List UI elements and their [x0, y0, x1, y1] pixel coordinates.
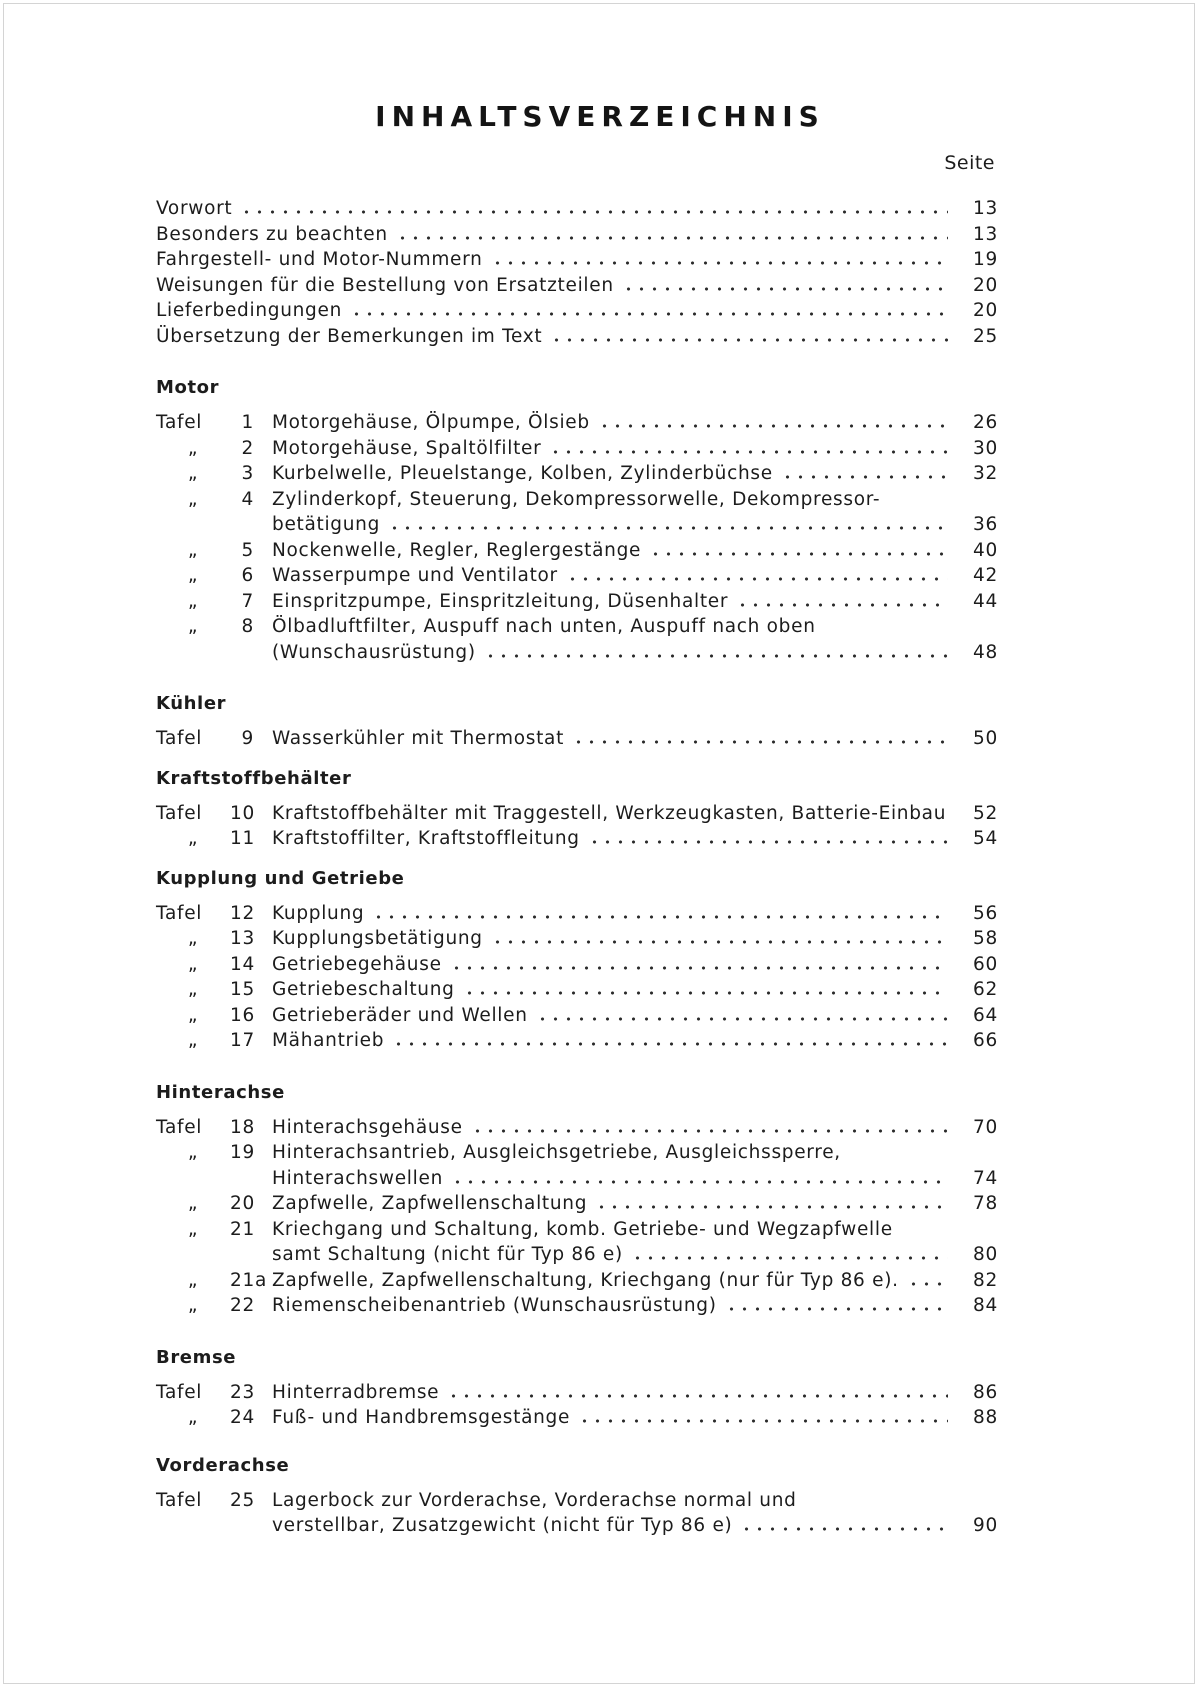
toc-entry-page: 30	[973, 437, 998, 459]
dot-leader	[447, 1394, 948, 1398]
tafel-label: „	[187, 463, 199, 484]
toc-entry-leader	[272, 1268, 958, 1294]
toc-entry	[156, 563, 998, 589]
toc-entry-text: Nockenwelle, Regler, Reglergestänge	[272, 539, 642, 561]
toc-entry-leader	[156, 298, 958, 324]
toc-entry-text: Getriebegehäuse	[272, 953, 442, 975]
toc-entry-page: 32	[973, 463, 998, 484]
toc-entry-text: Übersetzung der Bemerkungen im Text	[156, 325, 543, 347]
tafel-label: „	[187, 953, 199, 975]
toc-entry-page: 74	[973, 1167, 998, 1189]
tafel-number: 24	[230, 1407, 255, 1428]
tafel-number: 17	[230, 1030, 255, 1051]
dot-leader	[392, 1042, 948, 1046]
tafel-label: „	[187, 1295, 199, 1316]
toc-entry-leader	[272, 1242, 958, 1268]
toc-entry-leader	[272, 1003, 958, 1029]
dot-leader	[471, 1129, 948, 1133]
toc-entry-leader	[272, 1115, 958, 1141]
section-spacer	[156, 1319, 998, 1345]
toc-entry-leader	[156, 222, 958, 248]
toc-entry-continuation	[156, 1513, 998, 1539]
toc-entry-page: 84	[973, 1295, 998, 1316]
tafel-number: 7	[241, 590, 254, 612]
toc-entry-page: 26	[973, 412, 998, 433]
tafel-number: 19	[230, 1142, 255, 1163]
toc-entry-text: verstellbar, Zusatzgewicht (nicht für Typ 86 e)	[272, 1515, 733, 1536]
tafel-number: 15	[230, 979, 255, 1000]
toc-entry-text: (Wunschausrüstung)	[272, 641, 476, 663]
toc-entry-page: 13	[973, 198, 998, 219]
toc-entry-text: Einspritzpumpe, Einspritzleitung, Düsenhalter	[272, 590, 729, 612]
toc-entry-text: Vorwort	[156, 198, 233, 219]
toc-entry	[156, 826, 998, 852]
toc-entry-leader	[272, 1405, 958, 1431]
toc-entry-leader	[272, 901, 958, 927]
toc-entry	[156, 1003, 998, 1029]
toc-entry	[156, 801, 998, 827]
tafel-label: „	[187, 1030, 199, 1051]
toc-entry	[156, 1140, 998, 1166]
tafel-label: „	[187, 1269, 199, 1291]
toc-entry	[156, 487, 998, 513]
tafel-label: „	[187, 565, 199, 586]
toc-entry	[156, 538, 998, 564]
tafel-number: 11	[230, 828, 255, 849]
toc-entry-text: Mähantrieb	[272, 1030, 385, 1051]
section-heading-vorderachse: Vorderachse	[156, 1454, 290, 1476]
tafel-number: 5	[241, 539, 254, 561]
toc-entry-leader	[272, 461, 958, 487]
toc-entry	[156, 247, 998, 273]
toc-entry-text: Lieferbedingungen	[156, 300, 343, 321]
tafel-label: Tafel	[156, 412, 203, 433]
dot-leader	[491, 940, 948, 944]
tafel-number: 6	[241, 565, 254, 586]
dot-leader	[725, 1307, 948, 1311]
section-spacer	[156, 1105, 998, 1115]
toc-entry	[156, 196, 998, 222]
toc-entry-text: Zapfwelle, Zapfwellenschaltung, Kriechgang (nur für Typ 86 e).	[272, 1269, 899, 1291]
toc-entry-page: 13	[973, 223, 998, 245]
dot-leader	[451, 1180, 948, 1184]
dot-leader	[396, 236, 948, 240]
toc-entry-page: 88	[973, 1407, 998, 1428]
toc-entry-page: 44	[973, 590, 998, 612]
toc-entry	[156, 1405, 998, 1431]
toc-entry	[156, 1191, 998, 1217]
section-heading-motor: Motor	[156, 377, 220, 398]
section-spacer	[156, 349, 998, 375]
tafel-number: 4	[241, 488, 254, 510]
toc-entry-text: samt Schaltung (nicht für Typ 86 e)	[272, 1244, 623, 1265]
toc-entry	[156, 298, 998, 324]
dot-leader	[549, 450, 948, 454]
tafel-label: „	[187, 437, 199, 459]
toc-entry-text: Weisungen für die Bestellung von Ersatzteilen	[156, 274, 614, 296]
toc-entry	[156, 589, 998, 615]
dot-leader	[588, 840, 948, 844]
tafel-number: 20	[230, 1193, 255, 1214]
toc-entry-text: Kurbelwelle, Pleuelstange, Kolben, Zylinderbüchse	[272, 463, 773, 484]
tafel-label: „	[187, 616, 199, 637]
tafel-number: 2	[241, 437, 254, 459]
toc-entry-leader	[272, 977, 958, 1003]
toc-entry-leader	[272, 410, 958, 436]
toc-entry-continuation	[156, 640, 998, 666]
dot-leader	[491, 261, 948, 265]
toc-entry-page: 58	[973, 928, 998, 949]
tafel-label: Tafel	[156, 902, 203, 924]
dot-leader	[740, 1527, 948, 1531]
toc-entry-leader	[272, 538, 958, 564]
dot-leader	[781, 475, 948, 479]
toc-entry-text: Kraftstoffbehälter mit Traggestell, Werkzeugkasten, Batterie-Einbau	[272, 802, 947, 824]
tafel-label: „	[187, 539, 199, 561]
toc-entry-leader	[272, 1191, 958, 1217]
dot-leader	[388, 526, 948, 530]
toc-entry	[156, 926, 998, 952]
toc-entry-page: 36	[973, 514, 998, 535]
toc-entry	[156, 1293, 998, 1319]
toc-entry	[156, 726, 998, 752]
toc-entry-leader	[272, 1028, 958, 1054]
toc-entry	[156, 952, 998, 978]
tafel-label: „	[187, 1004, 199, 1026]
tafel-label: „	[187, 1193, 199, 1214]
toc-entry-continuation	[156, 1242, 998, 1268]
dot-leader	[622, 287, 948, 291]
tafel-label: „	[187, 1407, 199, 1428]
toc-entry-text: Zapfwelle, Zapfwellenschaltung	[272, 1193, 588, 1214]
section-spacer	[156, 791, 998, 801]
dot-leader	[350, 312, 948, 316]
dot-leader	[907, 1282, 948, 1286]
section-spacer	[156, 665, 998, 691]
section-heading-bremse: Bremse	[156, 1346, 237, 1368]
toc-entry	[156, 273, 998, 299]
toc-entry-text: Wasserkühler mit Thermostat	[272, 728, 565, 749]
toc-entry-text: Getrieberäder und Wellen	[272, 1004, 528, 1026]
toc-entry-leader	[272, 952, 958, 978]
toc-entry-text: Zylinderkopf, Steuerung, Dekompressorwelle, Dekompressor-	[272, 488, 881, 510]
toc-entry-page: 60	[973, 953, 998, 975]
tafel-number: 12	[230, 902, 255, 924]
toc-entry	[156, 977, 998, 1003]
toc-entry-text: betätigung	[272, 514, 381, 535]
tafel-number: 14	[230, 953, 255, 975]
section-spacer	[156, 1478, 998, 1488]
toc-entry-page: 62	[973, 979, 998, 1000]
dot-leader	[598, 424, 948, 428]
toc-entry-leader	[272, 801, 958, 827]
tafel-label: Tafel	[156, 1116, 203, 1138]
toc-entry-page: 20	[973, 300, 998, 321]
tafel-number: 10	[230, 802, 255, 824]
toc-entry-page: 50	[973, 728, 998, 749]
toc-entry-leader	[272, 589, 958, 615]
toc-entry-page: 86	[973, 1381, 998, 1403]
section-spacer	[156, 752, 998, 766]
toc-entry-text: Kupplungsbetätigung	[272, 928, 483, 949]
tafel-label: „	[187, 928, 199, 949]
tafel-label: Tafel	[156, 1489, 203, 1511]
tafel-number: 1	[241, 412, 254, 433]
tafel-label: „	[187, 828, 199, 849]
toc-entry-text: Hinterachsgehäuse	[272, 1116, 463, 1138]
toc-entry-leader	[156, 273, 958, 299]
toc-entry-page: 66	[973, 1030, 998, 1051]
dot-leader	[595, 1205, 948, 1209]
section-spacer	[156, 891, 998, 901]
toc-entry-text: Wasserpumpe und Ventilator	[272, 565, 558, 586]
toc-entry-leader	[156, 324, 958, 350]
tafel-label: „	[187, 488, 199, 510]
tafel-number: 9	[241, 728, 254, 749]
tafel-number: 25	[230, 1489, 255, 1511]
toc-entry-page: 64	[973, 1004, 998, 1026]
toc-entry-leader	[272, 1166, 958, 1192]
toc-entry-page: 90	[973, 1515, 998, 1536]
toc-entry	[156, 1380, 998, 1406]
section-heading-kuehler: Kühler	[156, 693, 227, 714]
section-spacer	[156, 1431, 998, 1453]
toc-entry	[156, 436, 998, 462]
tafel-label: „	[187, 1218, 199, 1240]
table-of-contents	[156, 196, 998, 1539]
toc-entry-page: 80	[973, 1244, 998, 1265]
tafel-number: 23	[230, 1381, 255, 1403]
page-column-label: Seite	[944, 152, 995, 174]
page-title: INHALTSVERZEICHNIS	[375, 100, 825, 133]
section-spacer	[156, 1054, 998, 1080]
toc-entry-text: Kupplung	[272, 902, 365, 924]
toc-entry-page: 48	[973, 641, 998, 663]
dot-leader	[649, 552, 948, 556]
tafel-label: „	[187, 979, 199, 1000]
toc-entry-leader	[272, 512, 958, 538]
dot-leader	[736, 603, 948, 607]
dot-leader	[240, 210, 948, 214]
toc-entry-text: Fuß- und Handbremsgestänge	[272, 1407, 571, 1428]
toc-entry-continuation	[156, 1166, 998, 1192]
toc-entry-text: Getriebeschaltung	[272, 979, 455, 1000]
section-heading-hinterachse: Hinterachse	[156, 1081, 285, 1103]
toc-entry-text: Besonders zu beachten	[156, 223, 388, 245]
toc-entry-text: Hinterradbremse	[272, 1381, 440, 1403]
tafel-number: 3	[241, 463, 254, 484]
toc-entry-page: 56	[973, 902, 998, 924]
toc-entry-page: 42	[973, 565, 998, 586]
toc-entry	[156, 901, 998, 927]
tafel-label: Tafel	[156, 802, 203, 824]
section-spacer	[156, 1370, 998, 1380]
toc-entry-page: 78	[973, 1193, 998, 1214]
toc-entry-leader	[272, 640, 958, 666]
section-heading-kraftstoff: Kraftstoffbehälter	[156, 767, 352, 789]
tafel-number: 8	[241, 616, 254, 637]
toc-entry-text: Kraftstoffilter, Kraftstoffleitung	[272, 828, 580, 849]
toc-entry	[156, 1488, 998, 1514]
dot-leader	[550, 338, 948, 342]
toc-entry	[156, 1028, 998, 1054]
tafel-number: 22	[230, 1295, 255, 1316]
toc-entry	[156, 324, 998, 350]
toc-entry-text: Motorgehäuse, Ölpumpe, Ölsieb	[272, 412, 590, 433]
toc-entry-leader	[272, 826, 958, 852]
toc-entry	[156, 222, 998, 248]
dot-leader	[631, 1256, 948, 1260]
tafel-number: 16	[230, 1004, 255, 1026]
toc-entry	[156, 410, 998, 436]
toc-entry-page: 54	[973, 828, 998, 849]
toc-entry-leader	[272, 726, 958, 752]
toc-entry-page: 52	[973, 802, 998, 824]
tafel-number: 21a	[230, 1269, 267, 1291]
toc-entry-text: Hinterachswellen	[272, 1167, 443, 1189]
toc-entry-text: Riemenscheibenantrieb (Wunschausrüstung)	[272, 1295, 717, 1316]
toc-entry-page: 25	[973, 325, 998, 347]
toc-entry-page: 82	[973, 1269, 998, 1291]
toc-entry	[156, 1268, 998, 1294]
toc-entry-leader	[272, 1380, 958, 1406]
toc-entry	[156, 1217, 998, 1243]
dot-leader	[484, 654, 948, 658]
dot-leader	[566, 577, 948, 581]
toc-entry-leader	[156, 196, 958, 222]
section-spacer	[156, 716, 998, 726]
tafel-number: 21	[230, 1218, 255, 1240]
toc-entry-leader	[272, 1513, 958, 1539]
dot-leader	[372, 915, 948, 919]
toc-entry-text: Fahrgestell- und Motor-Nummern	[156, 249, 483, 270]
tafel-number: 13	[230, 928, 255, 949]
toc-entry-leader	[272, 563, 958, 589]
section-spacer	[156, 400, 998, 410]
toc-entry-page: 19	[973, 249, 998, 270]
section-spacer	[156, 852, 998, 866]
toc-entry-text: Kriechgang und Schaltung, komb. Getriebe- und Wegzapfwelle	[272, 1218, 893, 1240]
dot-leader	[463, 991, 948, 995]
section-heading-kupplung: Kupplung und Getriebe	[156, 867, 405, 889]
dot-leader	[536, 1017, 948, 1021]
tafel-number: 18	[230, 1116, 255, 1138]
tafel-label: „	[187, 1142, 199, 1163]
toc-entry-page: 20	[973, 274, 998, 296]
dot-leader	[578, 1419, 948, 1423]
toc-entry-text: Ölbadluftfilter, Auspuff nach unten, Auspuff nach oben	[272, 616, 816, 637]
toc-entry-text: Hinterachsantrieb, Ausgleichsgetriebe, Ausgleichssperre,	[272, 1142, 841, 1163]
toc-entry-leader	[272, 926, 958, 952]
toc-entry-leader	[272, 436, 958, 462]
toc-entry-leader	[272, 1293, 958, 1319]
toc-entry-page: 70	[973, 1116, 998, 1138]
toc-entry-page: 40	[973, 539, 998, 561]
tafel-label: Tafel	[156, 728, 203, 749]
toc-entry	[156, 614, 998, 640]
toc-entry	[156, 1115, 998, 1141]
dot-leader	[450, 966, 948, 970]
tafel-label: „	[187, 590, 199, 612]
toc-entry-leader	[156, 247, 958, 273]
dot-leader	[572, 740, 948, 744]
toc-entry-text: Motorgehäuse, Spaltölfilter	[272, 437, 542, 459]
tafel-label: Tafel	[156, 1381, 203, 1403]
toc-entry-continuation	[156, 512, 998, 538]
toc-entry	[156, 461, 998, 487]
toc-entry-text: Lagerbock zur Vorderachse, Vorderachse normal und	[272, 1489, 797, 1511]
